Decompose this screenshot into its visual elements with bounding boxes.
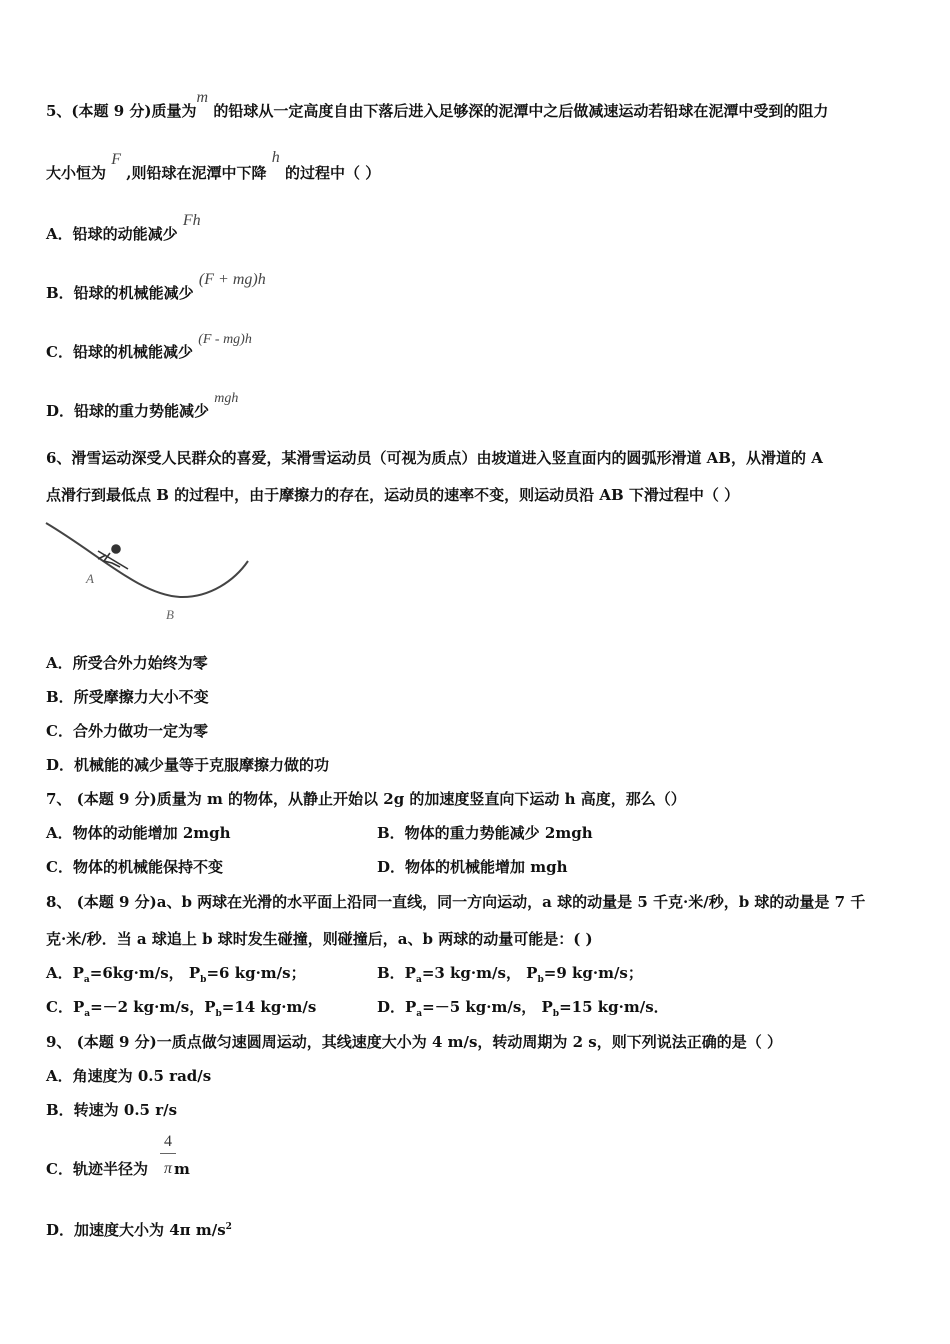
q6-label-b: B <box>166 607 174 622</box>
q5-var-h: h <box>271 149 280 166</box>
q6-option-a: A．所受合外力始终为零 <box>46 654 208 672</box>
q5-var-m: m <box>196 89 209 106</box>
q8-option-a: A．$P_a=6kg\cdot m/s$， $P_b=6$ kg·m/s； <box>46 964 306 985</box>
q5-stem-part5: 的过程中（ ） <box>284 164 381 182</box>
q6-stem-line1: 6、滑雪运动深受人民群众的喜爱，某滑雪运动员（可视为质点）由坡道进入竖直面内的圆弧形滑道 AB，从滑道的 A <box>46 449 823 467</box>
q9-option-c-unit: m <box>173 1160 190 1178</box>
q6-option-c: C．合外力做功一定为零 <box>46 722 208 740</box>
q7-option-b: B．物体的重力势能减少 2mgh <box>377 824 593 842</box>
q9-option-d-text: D．加速度大小为 4π m/s <box>46 1221 226 1239</box>
q9-option-a: A．角速度为 0.5 rad/s <box>46 1067 212 1085</box>
q6-arc-track <box>46 523 248 597</box>
q6-stem-line2: 点滑行到最低点 B 的过程中，由于摩擦力的存在，运动员的速率不变，则运动员沿 AB 下滑过程中（ ） <box>46 486 740 504</box>
q6-label-a: A <box>86 571 94 586</box>
q7-stem: 7、 (本题 9 分)质量为 m 的物体，从静止开始以 2g 的加速度竖直向下运动 h 高度，那么（） <box>46 790 686 808</box>
q8-stem-line2: 克·米/秒．当 a 球追上 b 球时发生碰撞，则碰撞后，a、b 两球的动量可能是：( ) <box>46 930 593 948</box>
q7-option-c: C．物体的机械能保持不变 <box>46 858 223 876</box>
q9-option-c-text: C．轨迹半径为 <box>46 1160 148 1178</box>
q7-option-d: D．物体的机械能增加 mgh <box>377 858 568 876</box>
q9-option-c-fraction <box>160 1133 176 1178</box>
q6-option-d: D．机械能的减少量等于克服摩擦力做的功 <box>46 756 330 774</box>
q5-stem-part4: ,则铅球在泥潭中下降 <box>126 164 267 182</box>
q9-fraction-numerator: 4 <box>160 1133 176 1154</box>
q5-option-d <box>46 391 239 421</box>
q5-option-c <box>46 332 252 362</box>
q5-option-a <box>46 212 201 244</box>
q5-option-d-text: D．铅球的重力势能减少 <box>46 402 210 420</box>
q8-option-c: C．$P_a=-2$ kg·m/s，$P_b=14$ kg·m/s <box>46 998 317 1019</box>
q6-skier <box>98 545 128 569</box>
q9-fraction-denominator: π <box>163 1160 172 1177</box>
q6-figure <box>40 515 260 625</box>
q5-stem-line1 <box>46 89 829 121</box>
q5-option-d-math: mgh <box>214 391 239 406</box>
q6-option-b: B．所受摩擦力大小不变 <box>46 688 209 706</box>
q5-stem-line2 <box>46 149 381 183</box>
q5-option-b-text: B．铅球的机械能减少 <box>46 284 194 302</box>
q8-stem-line1: 8、 (本题 9 分)a、b 两球在光滑的水平面上沿同一直线，同一方向运动，a 球的动量是 5 千克·米/秒，b 球的动量是 7 千 <box>46 893 866 911</box>
q5-option-c-text: C．铅球的机械能减少 <box>46 343 193 361</box>
q9-option-b: B．转速为 0.5 r/s <box>46 1101 178 1119</box>
q5-var-F: F <box>111 151 122 168</box>
q5-option-b <box>46 271 266 303</box>
q8-option-d: D．$P_a=-5$ kg·m/s， $P_b=15$ kg·m/s． <box>377 998 669 1019</box>
q9-option-d <box>46 1219 232 1240</box>
q5-option-a-math: Fh <box>182 212 201 229</box>
q5-option-c-math: (F - mg)h <box>198 332 252 347</box>
q5-option-b-math: (F + mg)h <box>198 271 266 288</box>
q5-option-a-text: A．铅球的动能减少 <box>46 225 178 243</box>
q5-stem-part2: 的铅球从一定高度自由下落后进入足够深的泥潭中之后做减速运动若铅球在泥潭中受到的阻力 <box>213 102 829 120</box>
q9-stem: 9、 (本题 9 分)一质点做匀速圆周运动，其线速度大小为 4 m/s，转动周期为 2 s，则下列说法正确的是（ ） <box>46 1033 782 1051</box>
q5-stem-part3: 大小恒为 <box>46 164 107 182</box>
q8-option-b: B．$P_a=3$ kg·m/s， $P_b=9$ kg·m/s； <box>377 964 643 985</box>
q7-option-a: A．物体的动能增加 2mgh <box>46 824 231 842</box>
q5-stem-part1: 5、(本题 9 分)质量为 <box>46 102 197 120</box>
q9-option-d-sup: 2 <box>225 1222 232 1232</box>
